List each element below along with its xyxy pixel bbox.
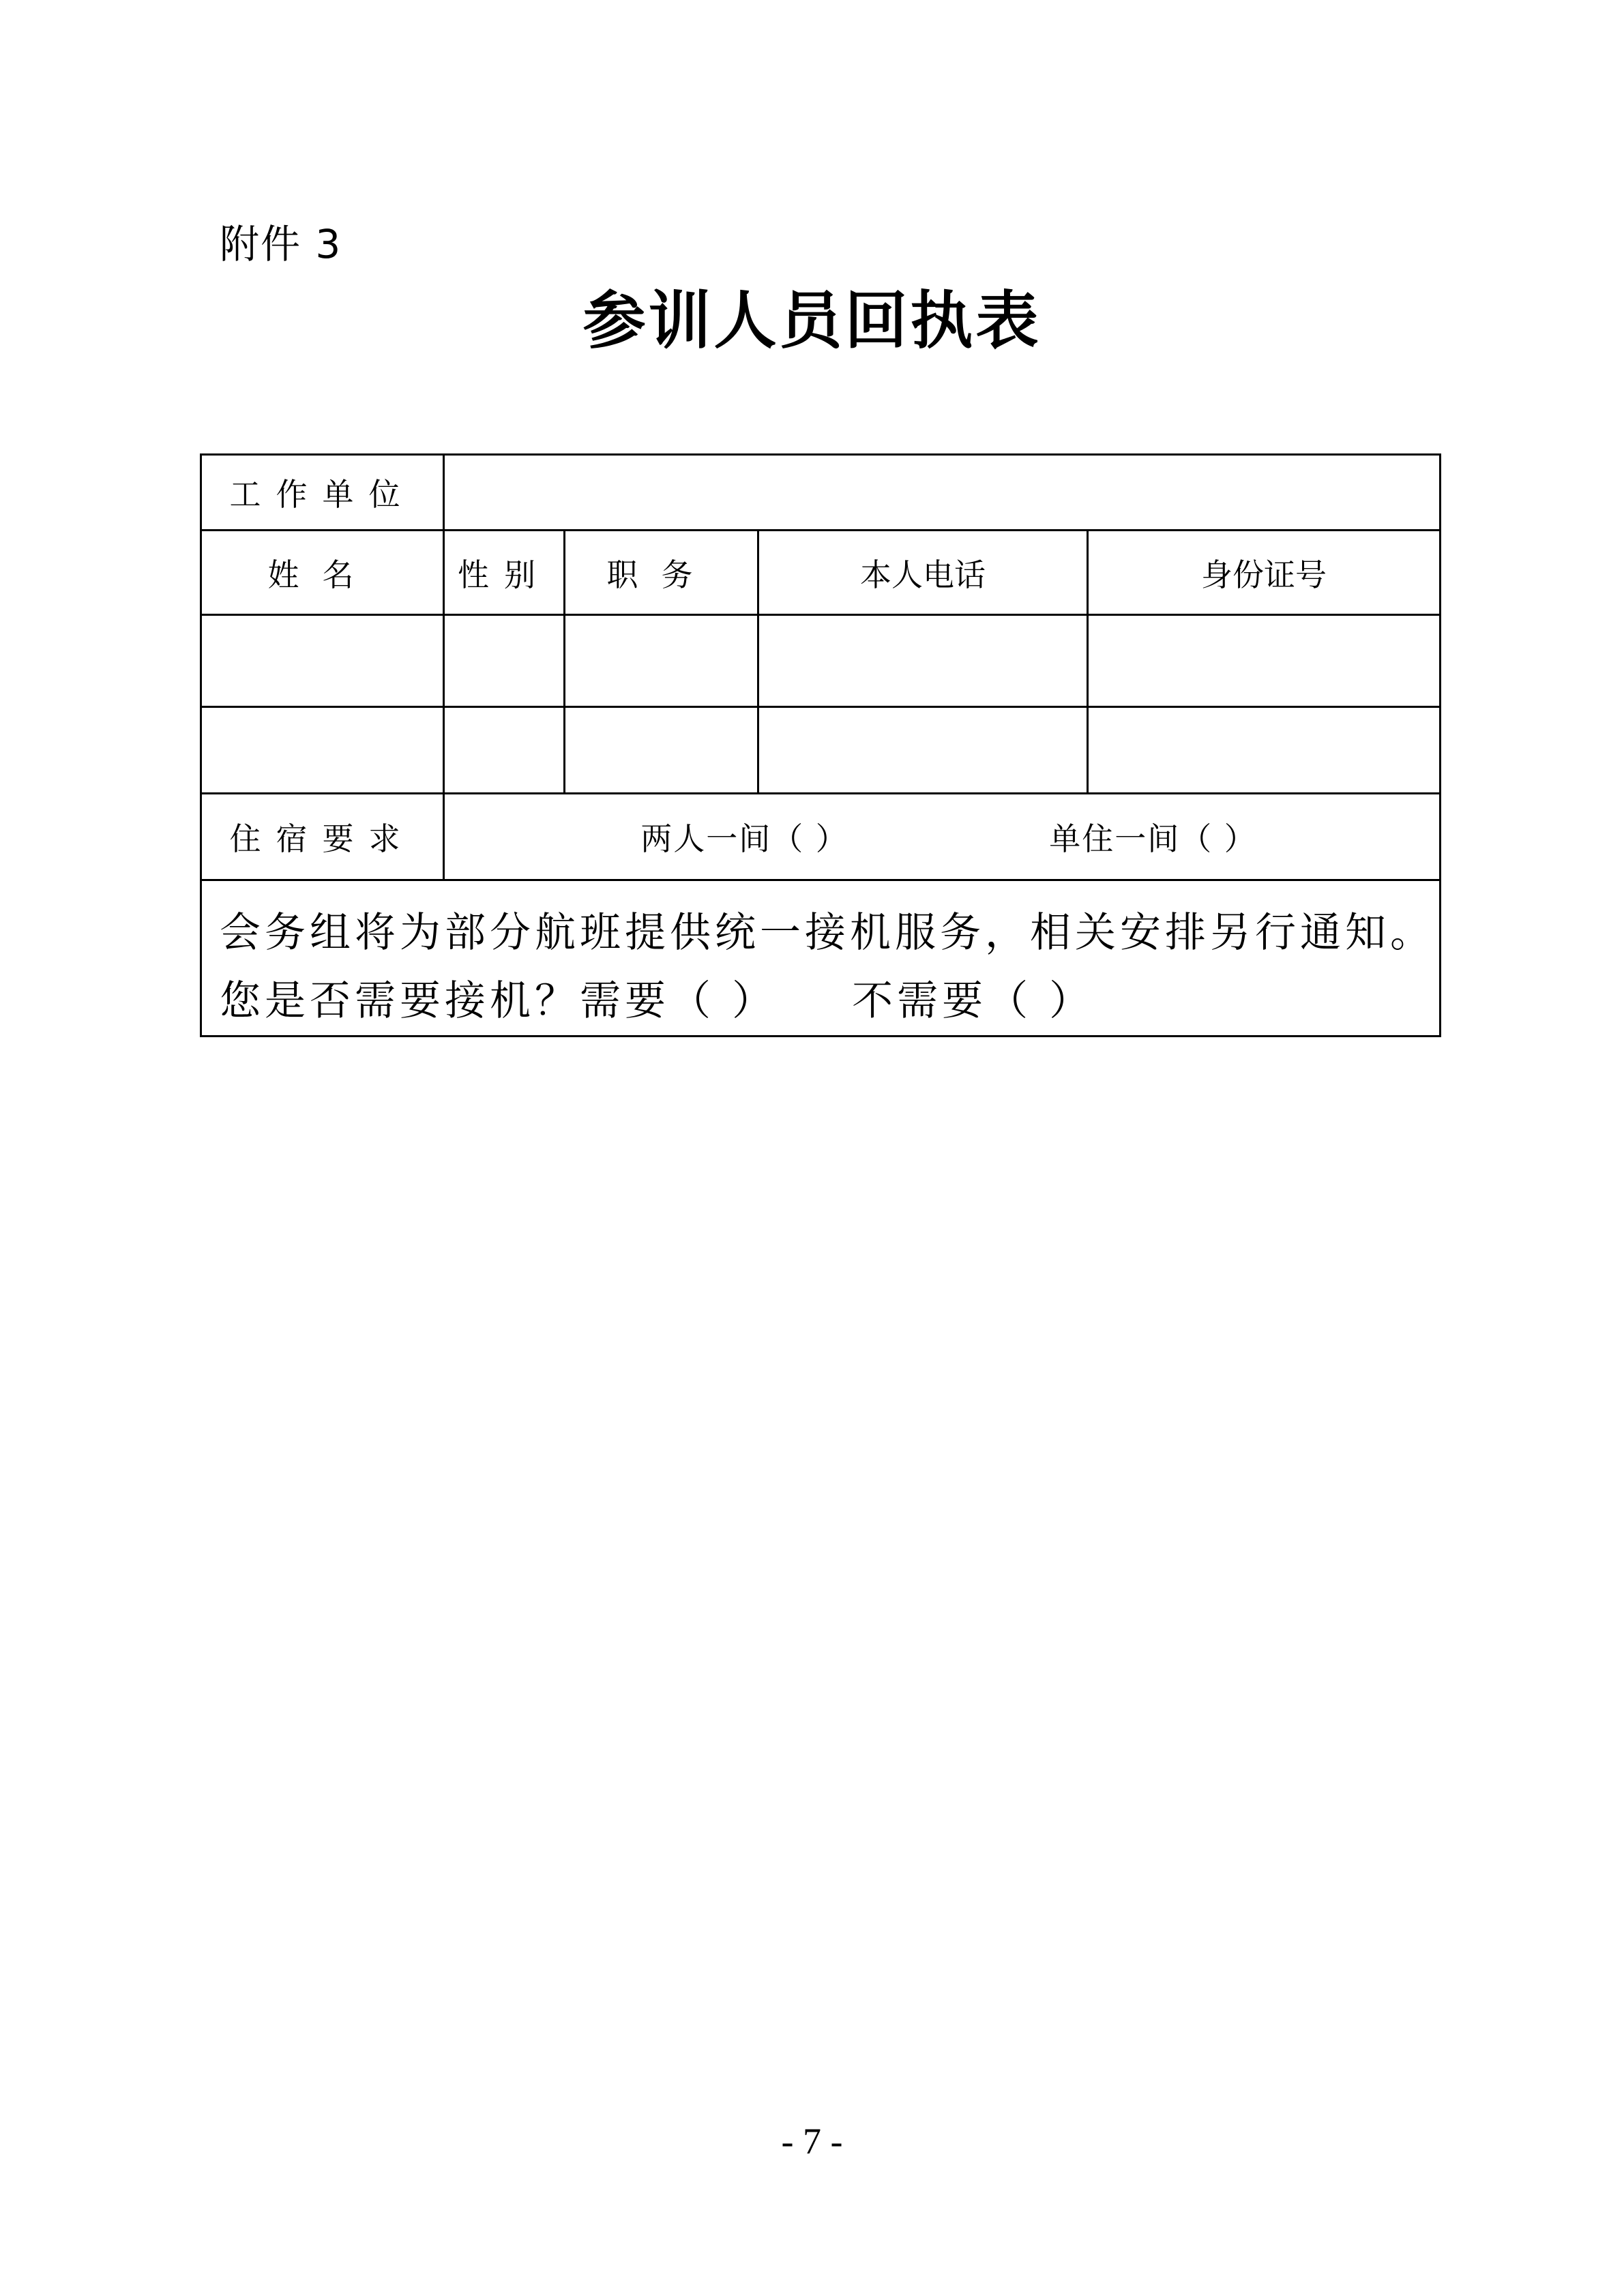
work-unit-row bbox=[201, 455, 1441, 531]
gender-cell[interactable] bbox=[444, 707, 565, 794]
header-gender: 性别 bbox=[444, 531, 565, 615]
pickup-notice-text: 会务组将为部分航班提供统一接机服务，相关安排另行通知。 bbox=[220, 909, 1435, 957]
header-phone: 本人电话 bbox=[758, 531, 1088, 615]
table-row bbox=[201, 615, 1441, 707]
id-number-cell[interactable] bbox=[1088, 707, 1441, 794]
accommodation-row bbox=[201, 794, 1441, 880]
header-row bbox=[201, 531, 1441, 615]
phone-cell[interactable] bbox=[758, 615, 1088, 707]
accommodation-options bbox=[444, 794, 1441, 880]
shared-room-option[interactable]: 两人一间（ ） bbox=[640, 820, 848, 857]
single-room-option[interactable]: 单住一间（ ） bbox=[1049, 820, 1257, 857]
pickup-yes-option[interactable]: 您是否需要接机？需要（ ） bbox=[220, 977, 778, 1025]
pickup-question bbox=[220, 967, 1421, 1035]
page-number: - 7 - bbox=[781, 2121, 843, 2162]
pickup-no-option[interactable]: 不需要（ ） bbox=[852, 977, 1095, 1025]
attachment-label: 附件 3 bbox=[220, 221, 342, 267]
name-cell[interactable] bbox=[201, 707, 444, 794]
id-number-cell[interactable] bbox=[1088, 615, 1441, 707]
accommodation-label: 住宿要求 bbox=[201, 794, 444, 880]
position-cell[interactable] bbox=[565, 707, 758, 794]
work-unit-field[interactable] bbox=[444, 455, 1441, 531]
pickup-notice-cell bbox=[201, 880, 1441, 1037]
gender-cell[interactable] bbox=[444, 615, 565, 707]
header-id-number: 身份证号 bbox=[1088, 531, 1441, 615]
document-title: 参训人员回执表 bbox=[582, 284, 1042, 357]
header-name: 姓名 bbox=[201, 531, 444, 615]
name-cell[interactable] bbox=[201, 615, 444, 707]
position-cell[interactable] bbox=[565, 615, 758, 707]
pickup-notice-row bbox=[201, 880, 1441, 1037]
registration-form-table bbox=[200, 453, 1441, 1037]
work-unit-label: 工作单位 bbox=[201, 455, 444, 531]
header-position: 职务 bbox=[565, 531, 758, 615]
phone-cell[interactable] bbox=[758, 707, 1088, 794]
table-row bbox=[201, 707, 1441, 794]
